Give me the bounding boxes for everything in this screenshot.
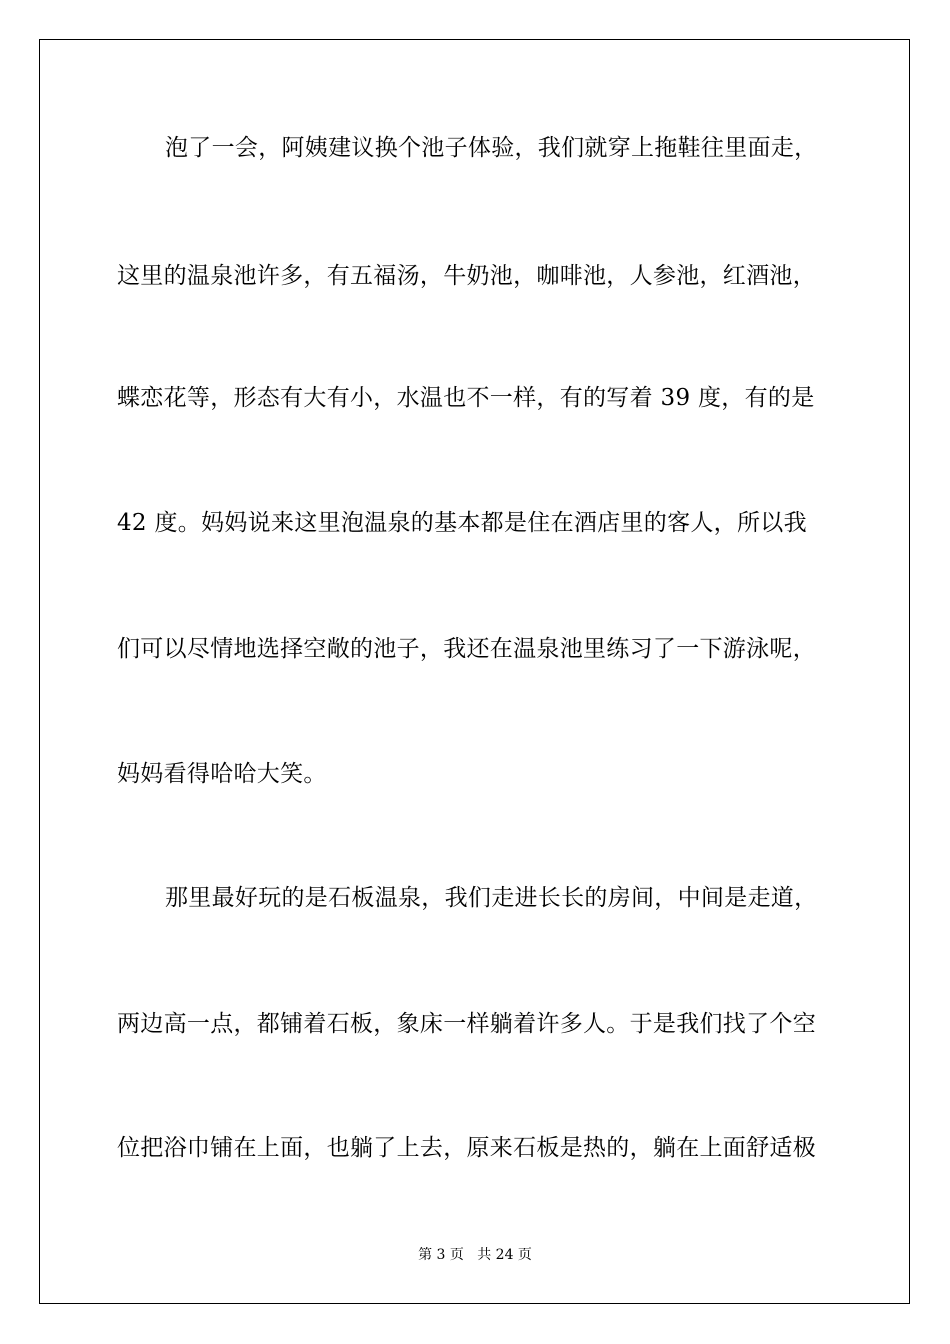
paragraph-line: 们可以尽情地选择空敞的池子，我还在温泉池里练习了一下游泳呢， [117, 636, 816, 662]
paragraph-line: 位把浴巾铺在上面，也躺了上去，原来石板是热的，躺在上面舒适极 [117, 1135, 816, 1161]
paragraph-line: 两边高一点，都铺着石板，象床一样躺着许多人。于是我们找了个空 [117, 1011, 816, 1037]
paragraph-line: 这里的温泉池许多，有五福汤，牛奶池，咖啡池，人参池，红酒池， [117, 263, 816, 289]
page-number: 第 3 页 共 24 页 [418, 1247, 532, 1263]
paragraph-line: 蝶恋花等，形态有大有小，水温也不一样，有的写着 39 度，有的是 [117, 385, 815, 411]
paragraph-line: 那里最好玩的是石板温泉，我们走进长长的房间，中间是走道， [165, 885, 818, 911]
page-border [39, 39, 910, 1304]
paragraph-line: 泡了一会，阿姨建议换个池子体验，我们就穿上拖鞋往里面走， [165, 135, 818, 161]
paragraph-line: 妈妈看得哈哈大笑。 [117, 761, 327, 787]
paragraph-line: 42 度。妈妈说来这里泡温泉的基本都是住在酒店里的客人，所以我 [117, 510, 807, 536]
